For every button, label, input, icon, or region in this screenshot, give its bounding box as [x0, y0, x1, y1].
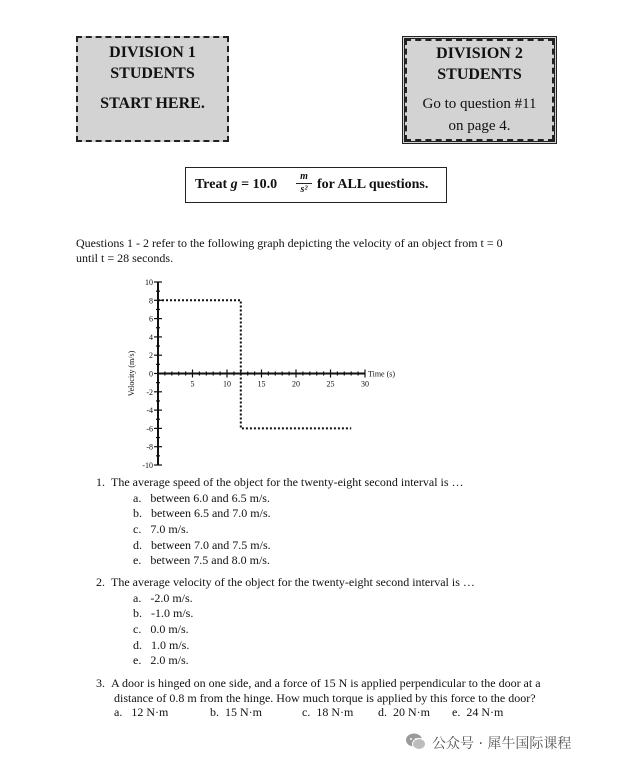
q2-option-c: c. 0.0 m/s.: [133, 622, 189, 636]
y-tick-label: 10: [145, 278, 153, 287]
y-tick-label: 4: [149, 332, 153, 342]
y-tick-label: -2: [146, 387, 153, 397]
division-1-box: [76, 36, 229, 142]
q1-option-c: c. 7.0 m/s.: [133, 522, 189, 536]
gravity-note: [185, 167, 447, 203]
q2-option-d: d. 1.0 m/s.: [133, 638, 190, 652]
division-2-title: DIVISION 2: [436, 45, 523, 62]
division-2-students: STUDENTS: [437, 66, 522, 83]
q3-option-c: c. 18 N·m: [302, 705, 354, 719]
y-tick-label: -6: [146, 424, 153, 434]
gravity-note-text: Treat g = 10.0: [195, 177, 278, 192]
question-text-line1: A door is hinged on one side, and a force of 15 N is applied perpendicular to the door at a: [111, 676, 541, 690]
question-3: [96, 676, 541, 691]
question-number: 2.: [96, 575, 105, 589]
q2-option-b: b. -1.0 m/s.: [133, 606, 194, 620]
x-tick-label: 20: [292, 379, 300, 389]
question-text: The average velocity of the object for the twenty-eight second interval is …: [111, 575, 475, 589]
q3-option-a: a. 12 N·m: [114, 705, 169, 719]
x-axis-label: Time (s): [368, 369, 396, 379]
intro-line-2: until t = 28 seconds.: [76, 251, 174, 265]
q3-option-d: d. 20 N·m: [378, 705, 430, 719]
q3-option-b: b. 15 N·m: [210, 705, 262, 719]
velocity-time-graph: [120, 273, 410, 473]
x-tick-label: 10: [223, 379, 231, 389]
y-tick-label: -10: [142, 461, 153, 470]
x-tick-label: 25: [326, 379, 335, 389]
intro-line-1: Questions 1 - 2 refer to the following graph depicting the velocity of an object from t = 0: [76, 236, 503, 250]
division-1-instruction: START HERE.: [100, 95, 205, 112]
question-number: 3.: [96, 676, 105, 690]
watermark: [405, 731, 635, 753]
x-tick-label: 15: [257, 379, 266, 389]
q1-option-a: a. between 6.0 and 6.5 m/s.: [133, 491, 270, 505]
watermark-text: 公众号 · 犀牛国际课程: [432, 736, 572, 752]
y-tick-label: 2: [149, 351, 153, 361]
y-tick-label: -4: [146, 406, 153, 416]
q1-option-e: e. between 7.5 and 8.0 m/s.: [133, 553, 270, 567]
division-1-students: STUDENTS: [110, 65, 195, 82]
question-text: The average speed of the object for the twenty-eight second interval is …: [111, 475, 464, 489]
q2-option-e: e. 2.0 m/s.: [133, 653, 189, 667]
y-tick-label: 8: [149, 296, 153, 306]
division-2-instruction-line2: on page 4.: [448, 118, 511, 134]
division-2-box: [402, 36, 557, 144]
q1-option-b: b. between 6.5 and 7.0 m/s.: [133, 506, 271, 520]
question-1: [96, 475, 464, 490]
q1-option-d: d. between 7.0 and 7.5 m/s.: [133, 538, 271, 552]
q2-option-a: a. -2.0 m/s.: [133, 591, 193, 605]
gravity-unit-fraction: $\frac{m}{\text{s²}}$: [296, 171, 312, 196]
x-tick-label: 5: [190, 379, 195, 389]
y-tick-label: -8: [146, 442, 153, 452]
y-tick-label: 0: [149, 369, 153, 379]
wechat-icon: [405, 732, 427, 752]
y-axis-label: Velocity (m/s): [127, 350, 136, 397]
y-tick-label: 6: [149, 314, 153, 324]
x-tick-label: 30: [361, 379, 369, 389]
velocity-series-line: [158, 300, 351, 428]
gravity-note-suffix: for ALL questions.: [317, 177, 429, 192]
question-2: [96, 575, 475, 590]
division-1-title: DIVISION 1: [109, 44, 196, 61]
question-number: 1.: [96, 475, 105, 489]
q3-option-e: e. 24 N·m: [452, 705, 504, 719]
division-2-instruction-line1: Go to question #11: [422, 96, 537, 112]
question-3-line2: distance of 0.8 m from the hinge. How much torque is applied by this force to the door?: [114, 691, 536, 705]
